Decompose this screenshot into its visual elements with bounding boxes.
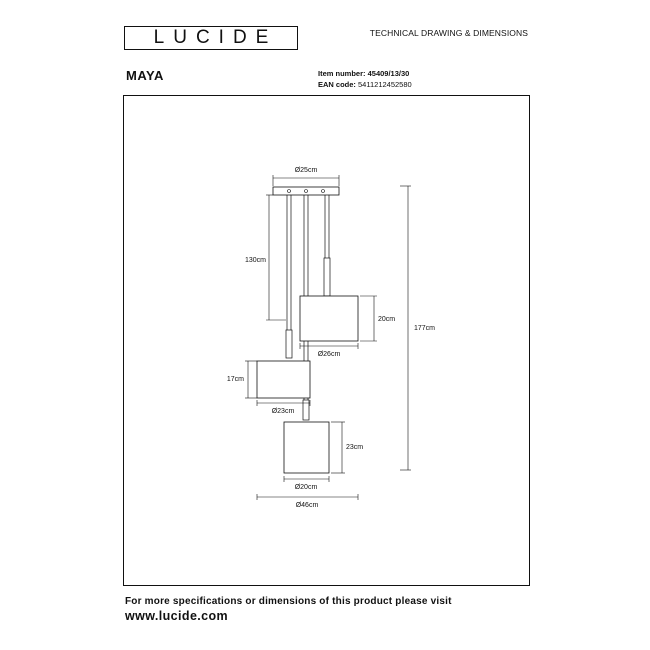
cable-length-label: 130cm [244,257,266,264]
brand-logo: LUCIDE [124,26,298,50]
shade-3 [284,422,329,473]
canopy-diameter-label: Ø25cm [294,167,318,174]
item-number-label: Item number: [318,69,366,78]
ean-value: 5411212452580 [358,80,412,89]
website-link[interactable]: www.lucide.com [125,609,229,623]
canopy [273,187,339,195]
footer-note: For more specifications or dimensions of this product please visit [125,596,452,607]
overall-width-label: Ø46cm [295,502,319,509]
shade-2 [257,361,310,398]
shade2-height-label: 17cm [226,376,244,383]
ean-label: EAN code: [318,80,356,89]
shade3-diameter-label: Ø20cm [294,484,318,491]
shade2-diameter-label: Ø23cm [271,408,295,415]
shade3-height-label: 23cm [346,444,364,451]
item-number-value: 45409/13/30 [367,69,410,78]
shade1-height-label: 20cm [378,316,396,323]
shade-1 [300,296,358,341]
document-title: TECHNICAL DRAWING & DIMENSIONS [369,28,528,38]
shade1-diameter-label: Ø26cm [317,351,341,358]
total-height-label: 177cm [414,325,436,332]
product-name: MAYA [126,68,164,83]
